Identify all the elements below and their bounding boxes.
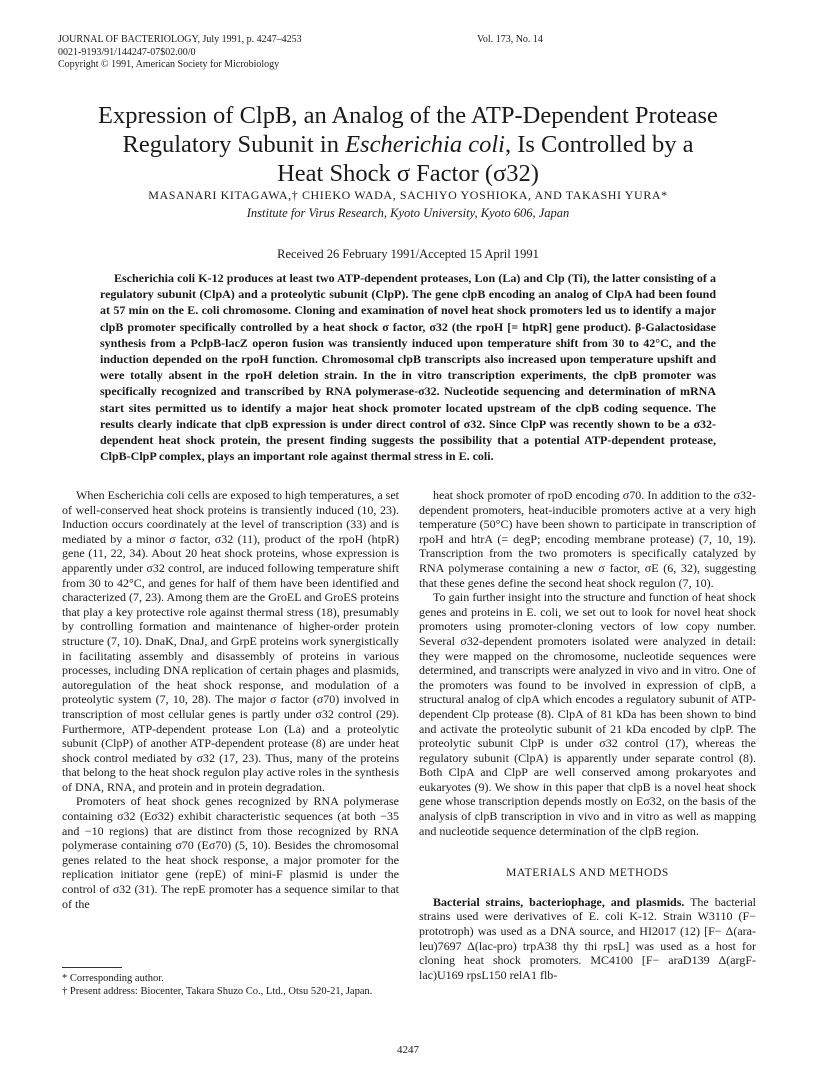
title-line-2	[40, 130, 776, 159]
left-column	[62, 488, 399, 911]
intro-paragraph-1: When Escherichia coli cells are exposed to high temperatures, a set of well-conserved heat shock proteins is transiently induced (10, 23). Induction occurs coordinately at the level of transcription (33) and is mediated by a minor σ factor, σ32 (11), product of the rpoH (htpR) gene (11, 22, 34). About 20 heat shock proteins, whose expression is apparently under σ32 control, are induced following temperature shift from 30 to 42°C, and genes for half of them have been identified and characterized (7, 23). Among them are the GroEL and GroES proteins that play a key protective role against thermal stress (18), presumably by controlling formation and maintenance of higher-order protein structure (7, 10). DnaK, DnaJ, and GrpE proteins work synergistically in facilitating assembly and disassembly of proteins in various processes, including DNA replication of certain phages and plasmids, autoregulation of the heat shock response, and modulation of a proteolytic system (7, 10, 28). The major σ factor (σ70) involved in transcription of most cellular genes is partly under σ32 control (29). Furthermore, ATP-dependent protease Lon (La) and a proteolytic subunit (ClpP) of another ATP-dependent protease (8) are under heat shock control mediated by σ32 (17, 23). Thus, many of the proteins that belong to the heat shock regulon play active roles in the synthesis of DNA, RNA, and protein and in protein degradation.	[62, 488, 399, 794]
methods-paragraph-1	[419, 895, 756, 983]
title-line-2-b: , Is Controlled by a	[504, 131, 694, 158]
article-code: 0021-9193/91/144247-07$02.00/0	[58, 46, 196, 58]
methods-subheading: Bacterial strains, bacteriophage, and plasmids.	[433, 894, 685, 909]
volume-issue: Vol. 173, No. 14	[477, 34, 543, 45]
methods-text: The bacterial strains used were derivatives of E. coli K-12. Strain W3110 (F− prototroph) was used as a DNA source, and HI2017 (12) [F− Δ(ara-leu)7697 Δ(lac-pro) trpA38 thy thi rpsL] was used as a host for cloning heat shock promoters. MC4100 [F− araD139 Δ(argF-lac)U169 rpsL150 relA1 flb-	[419, 894, 756, 982]
footnote-address: † Present address: Biocenter, Takara Shuzo Co., Ltd., Otsu 520-21, Japan.	[62, 986, 373, 997]
title-line-2-a: Regulatory Subunit in	[122, 131, 346, 158]
intro-paragraph-2: Promoters of heat shock genes recognized by RNA polymerase containing σ32 (Eσ32) exhibit characteristic sequences (at both −35 and −10 regions) that are distinct from those recognized by RNA polymerase containing σ70 (Eσ70) (5, 10). Besides the chromosomal genes related to the heat shock response, a major promoter for the replication initiator gene (repE) of mini-F plasmid is under the control of σ32 (31). The repE promoter has a sequence similar to that of the	[62, 794, 399, 911]
section-heading: MATERIALS AND METHODS	[506, 867, 669, 880]
running-header	[58, 34, 758, 72]
title-line-2-italic: Escherichia coli	[345, 131, 505, 158]
page-number: 4247	[397, 1044, 419, 1056]
received-dates: Received 26 February 1991/Accepted 15 April 1991	[277, 247, 539, 261]
footnote-rule	[62, 967, 122, 968]
intro-paragraph-4: To gain further insight into the structure and function of heat shock genes and proteins in E. coli, we set out to look for novel heat shock promoters using promoter-cloning vectors of low copy number. Several σ32-dependent promoters isolated were analyzed in detail: they were mapped on the chromosome, nucleotide sequences were determined, and transcripts were analyzed in vivo and in vitro. One of the promoters was found to be involved in expression of clpB, a structural analog of clpA which encodes a regulatory subunit of ATP-dependent Clp protease (8). ClpA of 81 kDa has been shown to bind and activate the proteolytic subunit of 21 kDa encoded by clpP. The proteolytic subunit ClpP is under σ32 control (17), whereas the regulatory subunit (ClpA) is apparently under separate control (8). Both ClpA and ClpP are well conserved among prokaryotes and eukaryotes (9). We show in this paper that clpB is a novel heat shock gene whose transcription depends mostly on Eσ32, on the basis of the analysis of clpB transcription in vivo and in vitro as well as mapping and nucleotide sequence determination of the clpB region.	[419, 590, 756, 838]
intro-paragraph-3: heat shock promoter of rpoD encoding σ70. In addition to the σ32-dependent promoters, heat-inducible promoters active at a very high temperature (50°C) have been shown to participate in transcription of rpoH and htrA (= degP; encoding membrane protease) (7, 10, 19). Transcription from the two promoters is specifically catalyzed by RNA polymerase containing a new σ factor, σE (6, 32), suggesting that these genes define the second heat shock regulon (7, 10).	[419, 488, 756, 590]
journal-citation: JOURNAL OF BACTERIOLOGY, July 1991, p. 4247–4253	[58, 34, 302, 45]
copyright-line: Copyright © 1991, American Society for Microbiology	[58, 59, 280, 70]
footnote-corresponding: * Corresponding author.	[62, 973, 164, 984]
right-column	[419, 488, 756, 982]
affiliation: Institute for Virus Research, Kyoto University, Kyoto 606, Japan	[246, 206, 570, 220]
author-list: MASANARI KITAGAWA,† CHIEKO WADA, SACHIYO YOSHIOKA, AND TAKASHI YURA*	[148, 188, 668, 202]
article-title	[40, 101, 776, 188]
title-line-3: Heat Shock σ Factor (σ32)	[277, 160, 539, 187]
footnotes	[62, 972, 399, 998]
abstract: Escherichia coli K-12 produces at least two ATP-dependent proteases, Lon (La) and Clp (Ti), the latter consisting of a regulatory subunit (ClpA) and a proteolytic subunit (ClpP). The gene clpB encoding an analog of ClpA had been found at 57 min on the E. coli chromosome. Cloning and examination of novel heat shock promoters led us to identify a major clpB promoter specifically controlled by a heat shock σ factor, σ32 (the rpoH [= htpR] gene product). β-Galactosidase synthesis from a PclpB-lacZ operon fusion was transiently induced upon temperature shift from 30 to 42°C, and the induction depended on the rpoH function. Chromosomal clpB transcripts also increased upon temperature upshift and were totally absent in the rpoH deletion strain. In the in vitro transcription experiments, the clpB promoter was specifically recognized and transcribed by RNA polymerase-σ32. Nucleotide sequencing and determination of mRNA start sites permitted us to identify a major heat shock promoter located upstream of the clpB coding sequence. The results clearly indicate that clpB expression is under direct control of σ32. Since ClpP was recently shown to be a σ32-dependent heat shock protein, the present finding suggests the possibility that a potential ATP-dependent protease, ClpB-ClpP complex, plays an important role against thermal stress in E. coli.	[100, 271, 716, 464]
title-line-1: Expression of ClpB, an Analog of the ATP-Dependent Protease	[98, 102, 718, 129]
